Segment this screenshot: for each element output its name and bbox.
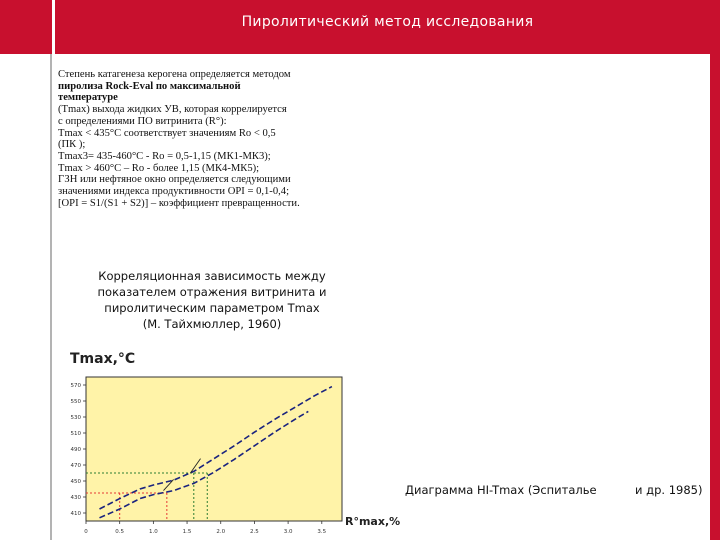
x-tick-label: 2.0 [216, 529, 226, 535]
text-line: [OPI = S1/(S1 + S2)] – коэффициент превращенности. [58, 197, 300, 209]
caption-line: (М. Тайхмюллер, 1960) [142, 317, 282, 331]
right-accent-bar [710, 54, 720, 540]
description-text [58, 69, 383, 231]
y-tick-label: 470 [70, 463, 81, 469]
diagram-note-right: и др. 1985) [635, 483, 703, 497]
x-tick-label: 3.5 [317, 529, 327, 535]
y-axis-label: Tmax,°C [70, 351, 136, 367]
text-line: Степень катагенеза керогена определяется методом [58, 69, 291, 80]
x-tick-label: 2.5 [250, 529, 259, 535]
text-line: Tmax > 460°C – Ro - более 1,15 (МК4-МК5); [58, 162, 260, 174]
diagram-note-left: Диаграмма HI-Tmax (Эспиталье [405, 483, 597, 497]
caption-line: пиролитическим параметром Tmax [104, 301, 320, 315]
text-line: Tmax3= 435-460°C - Ro = 0,5-1,15 (МК1-МК3); [58, 150, 271, 162]
y-tick-label: 510 [70, 431, 81, 437]
text-line: Tmax < 435°С соответствует значениям Ro < 0,5 [58, 127, 276, 139]
text-line: температуре [58, 92, 118, 104]
title-bar [0, 0, 720, 54]
text-line: (Tmax) выхода жидких УВ, которая коррелируется [58, 104, 287, 116]
y-tick-label: 410 [70, 511, 81, 517]
slide-title: Пиролитический метод исследования [241, 14, 534, 30]
y-tick-label: 570 [70, 383, 81, 389]
left-divider [50, 54, 52, 540]
tmax-ro-chart [58, 345, 401, 540]
x-tick-label: 0 [84, 529, 88, 535]
text-line: (ПК ); [58, 139, 86, 151]
x-tick-label: 3.0 [283, 529, 293, 535]
text-line: пиролиза Rock-Eval по максимальной [58, 80, 241, 92]
caption-line: Корреляционная зависимость между [98, 269, 326, 283]
text-line: с определениями ПО витринита (R°): [58, 115, 227, 127]
caption-line: показателем отражения витринита и [97, 285, 327, 299]
y-tick-label: 430 [70, 495, 81, 501]
y-tick-label: 550 [70, 399, 81, 405]
y-tick-label: 450 [70, 479, 81, 485]
chart-svg [58, 345, 401, 540]
x-tick-label: 0.5 [115, 529, 125, 535]
y-tick-label: 530 [70, 415, 81, 421]
y-tick-label: 490 [70, 447, 81, 453]
x-tick-label: 1.0 [148, 529, 158, 535]
plot-area [86, 377, 342, 521]
x-axis-label: R°max,% [345, 515, 401, 528]
x-tick-label: 1.5 [182, 529, 192, 535]
text-line: ГЗН или нефтяное окно определяется следующими [58, 174, 291, 186]
text-line: значениями индекса продуктивности OPI = 0,1-0,4; [58, 186, 290, 198]
chart-caption [83, 268, 341, 332]
